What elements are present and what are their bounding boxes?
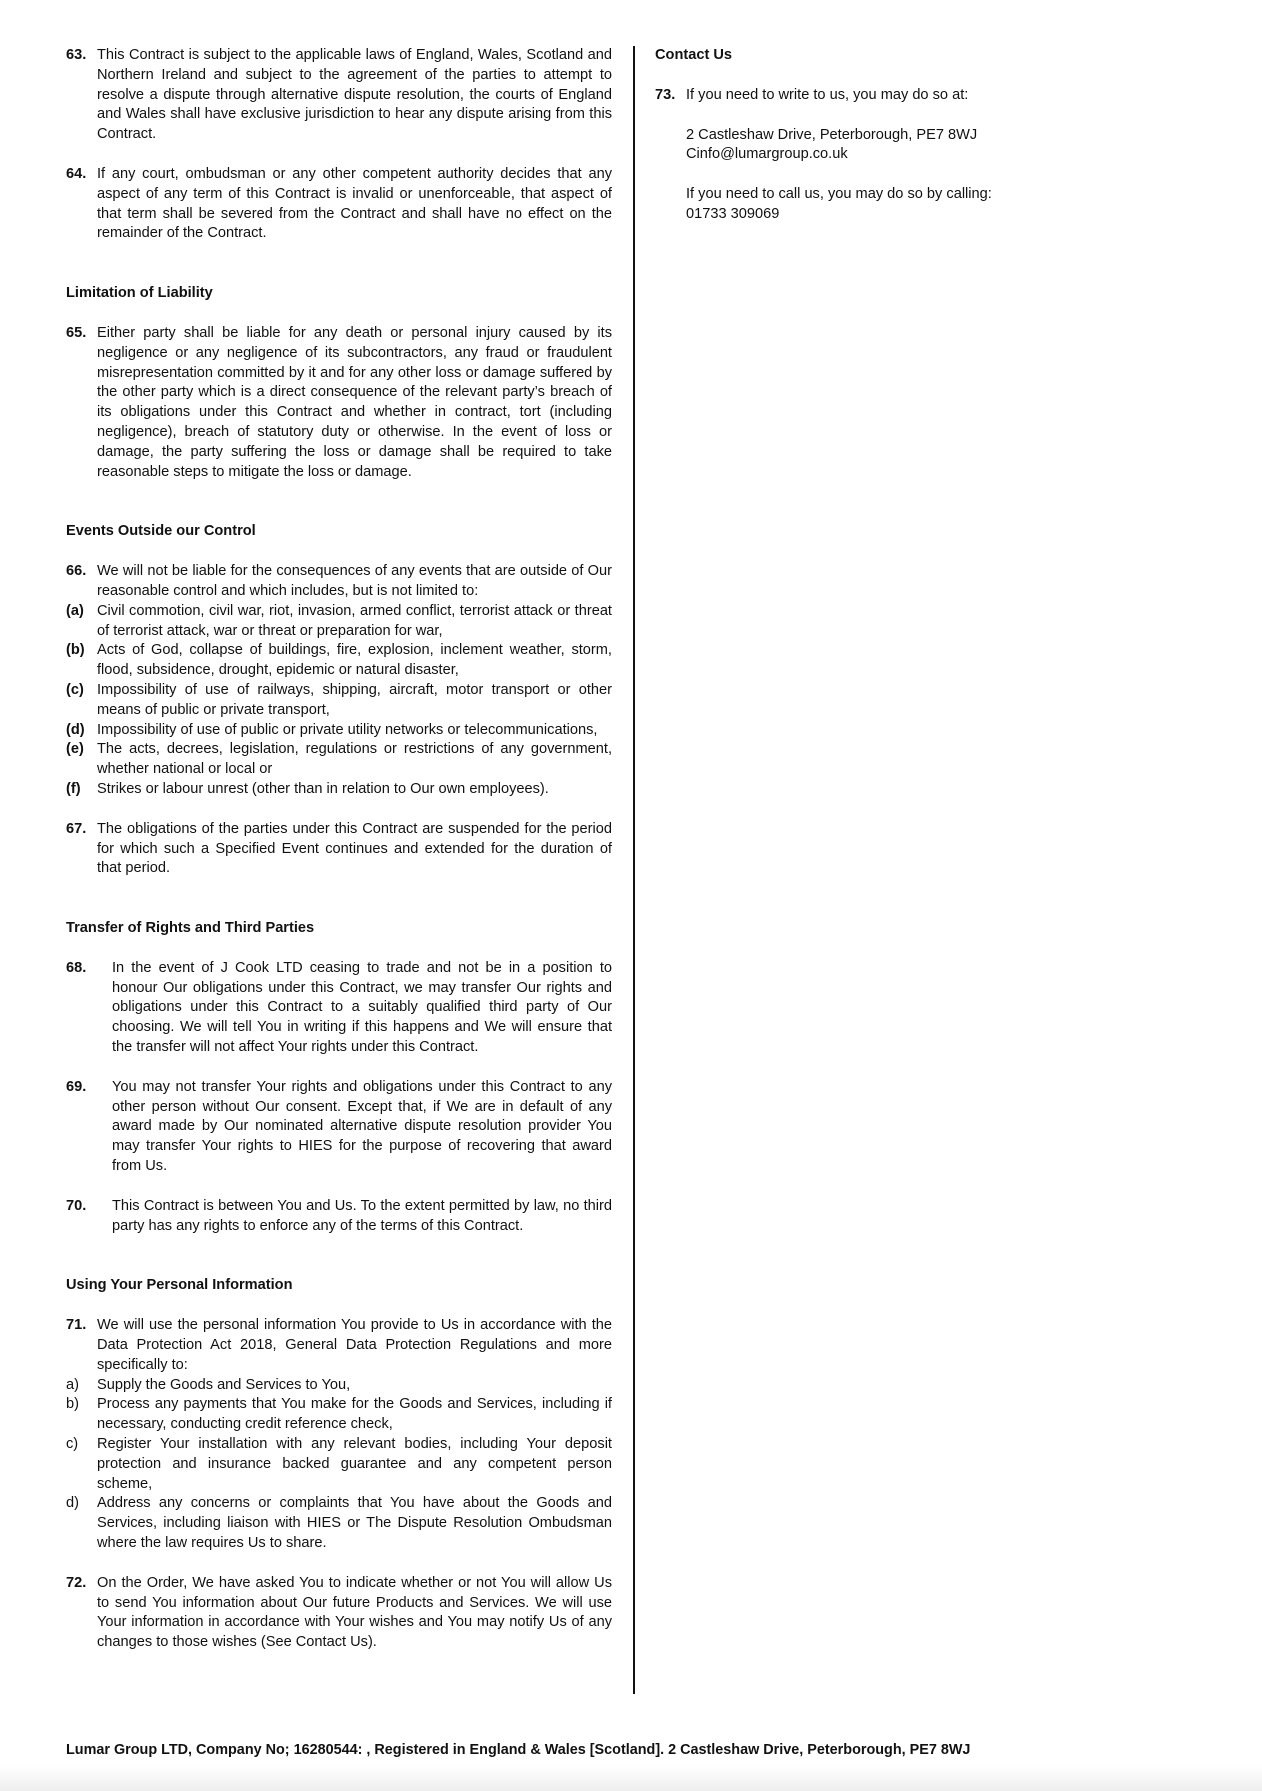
clause-text: This Contract is between You and Us. To the extent permitted by law, no third party has any rights to enforce any of the terms of this Contract. bbox=[112, 1197, 612, 1234]
item-text: Process any payments that You make for the Goods and Services, including if necessary, conducting credit reference check, bbox=[97, 1396, 612, 1433]
clause-number: 67. bbox=[66, 820, 87, 837]
clause-71-item-d bbox=[66, 1494, 612, 1553]
item-letter: d) bbox=[66, 1495, 79, 1512]
item-letter: (a) bbox=[66, 602, 84, 619]
clause-number: 71. bbox=[66, 1317, 87, 1334]
clause-number: 68. bbox=[66, 959, 87, 976]
clause-71-item-a bbox=[66, 1376, 612, 1396]
clause-text: If any court, ombudsman or any other competent authority decides that any aspect of any term of this Contract is invalid or unenforceable, that aspect of that term shall be severed from the Contract and shall have no effect on the remainder of the Contract. bbox=[97, 165, 612, 242]
item-letter: (b) bbox=[66, 642, 85, 659]
clause-text: This Contract is subject to the applicable laws of England, Wales, Scotland and Northern Ireland and subject to the agreement of the parties to attempt to resolve a dispute through alternative dispute resolution, the courts of England and Wales shall have exclusive jurisdiction to hear any dispute arising from this Contract. bbox=[97, 47, 612, 143]
clause-71-item-c bbox=[66, 1435, 612, 1494]
clause-68 bbox=[66, 959, 612, 1058]
call-instructions: If you need to call us, you may do so by calling: bbox=[686, 186, 992, 203]
clause-text: On the Order, We have asked You to indicate whether or not You will allow Us to send You information about Our future Products and Services. We will use Your information in accordance with Your wishes and You may notify Us of any changes to those wishes (See Contact Us). bbox=[97, 1574, 612, 1651]
clause-70 bbox=[66, 1197, 612, 1237]
postal-address: 2 Castleshaw Drive, Peterborough, PE7 8WJ bbox=[686, 126, 978, 143]
clause-66-item-e bbox=[66, 740, 612, 780]
clause-number: 64. bbox=[66, 165, 87, 182]
item-text: Impossibility of use of railways, shipping, aircraft, motor transport or other means of public or private transport, bbox=[97, 681, 612, 718]
contact-details bbox=[655, 126, 1215, 225]
clause-65 bbox=[66, 324, 612, 482]
clause-66-item-b bbox=[66, 641, 612, 681]
item-letter: b) bbox=[66, 1396, 79, 1413]
phone-number: 01733 309069 bbox=[686, 205, 780, 222]
clause-number: 73. bbox=[655, 86, 676, 103]
section-heading-liability: Limitation of Liability bbox=[66, 285, 213, 302]
right-column bbox=[655, 46, 1215, 225]
item-text: Address any concerns or complaints that You have about the Goods and Services, including liaison with HIES or The Dispute Resolution Ombudsman where the law requires Us to share. bbox=[97, 1495, 612, 1552]
item-text: The acts, decrees, legislation, regulations or restrictions of any government, whether national or local or bbox=[97, 741, 612, 778]
left-column bbox=[66, 46, 612, 1653]
column-divider bbox=[633, 46, 635, 1694]
email-address: Cinfo@lumargroup.co.uk bbox=[686, 146, 848, 163]
clause-64 bbox=[66, 165, 612, 244]
section-heading-personal-info: Using Your Personal Information bbox=[66, 1277, 293, 1294]
clause-66-item-d bbox=[66, 721, 612, 741]
clause-text: If you need to write to us, you may do so at: bbox=[686, 86, 969, 103]
clause-text: We will not be liable for the consequences of any events that are outside of Our reasonable control and which includes, but is not limited to: bbox=[97, 563, 612, 599]
clause-text: In the event of J Cook LTD ceasing to trade and not be in a position to honour Our obligations under this Contract, we may transfer Our rights and obligations under this Contract to a suitably qualified third party of Our choosing. We will tell You in writing if this happens and We will ensure that the transfer will not affect Your rights under this Contract. bbox=[112, 959, 612, 1056]
item-letter: (c) bbox=[66, 681, 84, 698]
item-letter: (f) bbox=[66, 780, 81, 797]
item-text: Supply the Goods and Services to You, bbox=[97, 1376, 351, 1393]
clause-text: The obligations of the parties under this Contract are suspended for the period for which such a Specified Event continues and extended for the duration of that period. bbox=[97, 820, 612, 877]
clause-number: 65. bbox=[66, 324, 87, 341]
item-text: Impossibility of use of public or private utility networks or telecommunications, bbox=[97, 721, 598, 738]
item-text: Acts of God, collapse of buildings, fire, explosion, inclement weather, storm, flood, subsidence, drought, epidemic or natural disaster, bbox=[97, 642, 612, 679]
item-text: Register Your installation with any relevant bodies, including Your deposit protection and insurance backed guarantee and any competent person scheme, bbox=[97, 1436, 612, 1492]
clause-number: 70. bbox=[66, 1197, 87, 1214]
item-letter: c) bbox=[66, 1436, 79, 1453]
clause-71 bbox=[66, 1316, 612, 1375]
item-letter: (d) bbox=[66, 721, 85, 738]
section-heading-events: Events Outside our Control bbox=[66, 523, 256, 540]
clause-text: You may not transfer Your rights and obligations under this Contract to any other person without Our consent. Except that, if We are in default of any award made by Our nominated alternative dispute resolution provider You may transfer Your rights to HIES for the purpose of recovering that award from Us. bbox=[112, 1078, 612, 1175]
section-heading-contact: Contact Us bbox=[655, 47, 733, 63]
item-letter: a) bbox=[66, 1376, 79, 1393]
clause-73 bbox=[655, 86, 1215, 106]
clause-67 bbox=[66, 820, 612, 879]
clause-66-item-a bbox=[66, 602, 612, 642]
clause-text: Either party shall be liable for any death or personal injury caused by its negligence or any negligence of its subcontractors, any fraud or fraudulent misrepresentation committed by it and for any other loss or damage suffered by the other party which is a direct consequence of the relevant party’s breach of its obligations under this Contract and whether in contract, tort (including negligence), breach of statutory duty or otherwise. In the event of loss or damage, the party suffering the loss or damage shall be required to take reasonable steps to mitigate the loss or damage. bbox=[97, 324, 612, 480]
clause-number: 72. bbox=[66, 1574, 87, 1591]
clause-number: 69. bbox=[66, 1078, 87, 1095]
clause-66-item-f bbox=[66, 780, 612, 800]
item-text: Strikes or labour unrest (other than in relation to Our own employees). bbox=[97, 780, 549, 797]
clause-63 bbox=[66, 46, 612, 145]
clause-71-item-b bbox=[66, 1395, 612, 1435]
clause-69 bbox=[66, 1078, 612, 1177]
page-footer: Lumar Group LTD, Company No; 16280544: , Registered in England & Wales [Scotland]. 2 Castleshaw Drive, Peterborough, PE7 8WJ bbox=[66, 1742, 971, 1758]
item-text: Civil commotion, civil war, riot, invasion, armed conflict, terrorist attack or threat of terrorist attack, war or threat or preparation for war, bbox=[97, 602, 612, 639]
clause-text: We will use the personal information You provide to Us in accordance with the Data Protection Act 2018, General Data Protection Regulations and more specifically to: bbox=[97, 1317, 612, 1373]
clause-66 bbox=[66, 562, 612, 602]
clause-number: 66. bbox=[66, 563, 87, 580]
clause-number: 63. bbox=[66, 47, 87, 63]
clause-66-item-c bbox=[66, 681, 612, 721]
section-heading-transfer: Transfer of Rights and Third Parties bbox=[66, 920, 315, 937]
item-letter: (e) bbox=[66, 741, 84, 758]
page-bottom-shade bbox=[0, 1766, 1262, 1791]
clause-72 bbox=[66, 1574, 612, 1653]
